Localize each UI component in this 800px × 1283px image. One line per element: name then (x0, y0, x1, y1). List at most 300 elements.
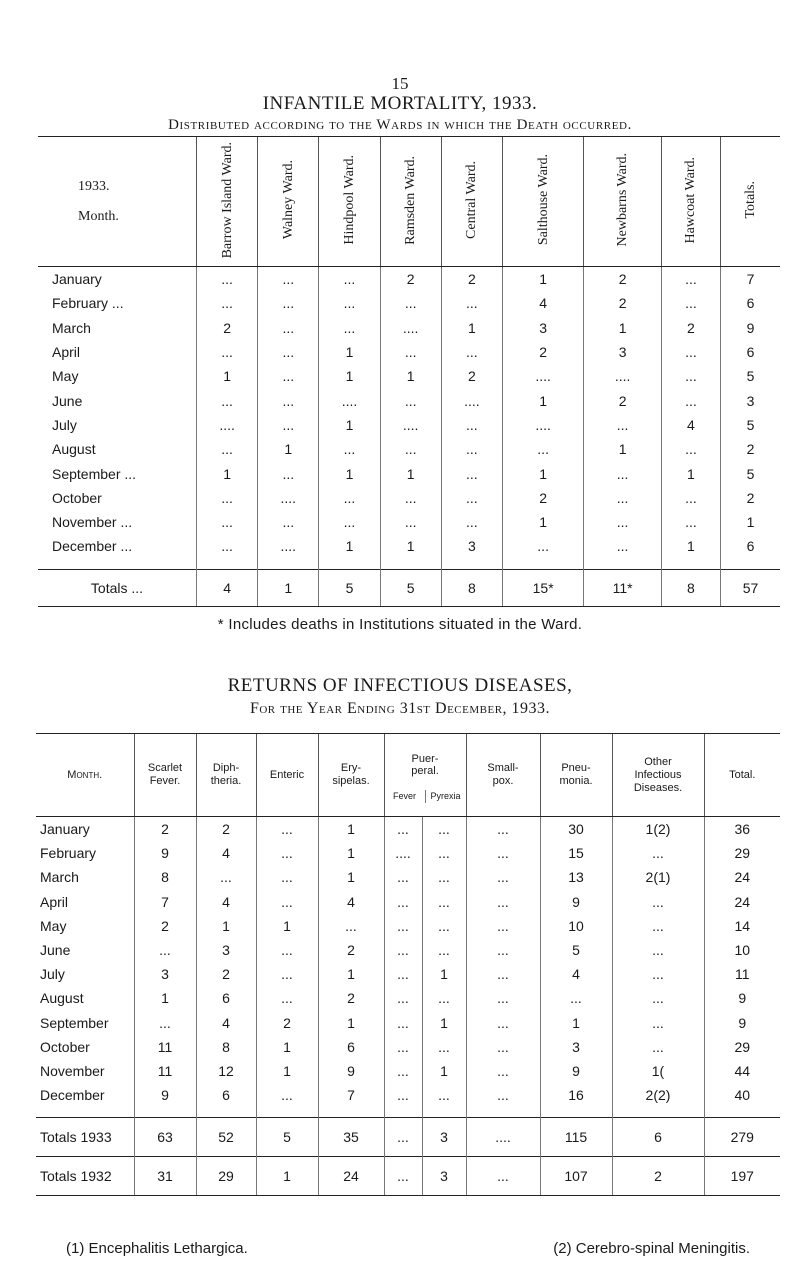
ward-header: Barrow Island Ward. (197, 137, 258, 267)
cell-value: 57 (720, 569, 780, 606)
row-label: March (52, 319, 91, 336)
cell-value: ... (256, 986, 318, 1010)
cell-value: ... (384, 1035, 422, 1059)
cell-value: 3 (540, 1035, 612, 1059)
cell-value: ... (384, 938, 422, 962)
cell-value: ... (661, 267, 720, 292)
cell-value: ... (612, 914, 704, 938)
cell-value: ... (441, 413, 502, 437)
ward-header: Hindpool Ward. (319, 137, 380, 267)
cell-value: 2(1) (612, 865, 704, 889)
cell-value: ... (661, 486, 720, 510)
row-label: February (40, 845, 97, 862)
diphtheria-header: Diph- theria. (196, 734, 256, 817)
cell-value: ... (258, 316, 319, 340)
cell-value: ... (441, 461, 502, 485)
cell-value: 2 (720, 437, 780, 461)
cell-value: 1 (196, 914, 256, 938)
cell-value: 1 (319, 461, 380, 485)
cell-value: ... (422, 986, 466, 1010)
cell-value: .... (441, 388, 502, 412)
row-label: August (40, 990, 84, 1007)
row-label: October (40, 1038, 90, 1055)
smallpox-header: Small- pox. (466, 734, 540, 817)
cell-value: ... (441, 510, 502, 534)
row-label: July (52, 416, 77, 433)
row-label: June (40, 942, 71, 959)
table-row (38, 461, 780, 485)
cell-value: ... (540, 986, 612, 1010)
cell-value: 11 (134, 1059, 196, 1083)
spacer-row (36, 1107, 780, 1118)
cell-value: ... (197, 388, 258, 412)
cell-value: ... (256, 890, 318, 914)
cell-value: ... (441, 340, 502, 364)
table-row (36, 1059, 780, 1083)
row-label: October (52, 489, 102, 506)
cell-value: 2 (584, 388, 662, 412)
table-row (38, 437, 780, 461)
cell-value: 1 (197, 461, 258, 485)
cell-value: 10 (704, 938, 780, 962)
cell-value: ... (256, 962, 318, 986)
cell-value: ... (422, 938, 466, 962)
cell-value: ... (258, 340, 319, 364)
cell-value: .... (502, 364, 583, 388)
cell-value: 6 (720, 340, 780, 364)
infantile-mortality-title: INFANTILE MORTALITY, 1933. (262, 93, 538, 114)
cell-value: .... (584, 364, 662, 388)
table-header-row (38, 137, 780, 267)
cell-value: .... (197, 413, 258, 437)
cell-value: 15* (502, 569, 583, 606)
cell-value: ... (584, 413, 662, 437)
cell-value: 1 (256, 914, 318, 938)
cell-value: 35 (318, 1118, 384, 1157)
cell-value: 1 (422, 962, 466, 986)
cell-value: ... (384, 986, 422, 1010)
row-label: July (40, 966, 65, 983)
other-infectious-header: Other Infectious Diseases. (612, 734, 704, 817)
cell-value: ... (197, 340, 258, 364)
table-row (36, 1083, 780, 1107)
cell-value: .... (502, 413, 583, 437)
table-row (36, 914, 780, 938)
cell-value: 7 (720, 267, 780, 292)
infantile-mortality-subtitle: Distributed according to the Wards in which the Death occurred. (168, 117, 632, 133)
cell-value: 3 (422, 1157, 466, 1196)
row-label: May (40, 917, 67, 934)
cell-value: 5 (720, 461, 780, 485)
cell-value: 10 (540, 914, 612, 938)
month-column-header (38, 137, 197, 267)
infectious-diseases-table (36, 733, 780, 1196)
cell-value: ... (384, 1059, 422, 1083)
cell-value: ... (256, 817, 318, 842)
row-label: April (52, 344, 81, 361)
cell-value: ... (384, 1011, 422, 1035)
cell-value: ... (612, 841, 704, 865)
cell-value: 9 (540, 1059, 612, 1083)
cell-value: ... (258, 461, 319, 485)
cell-value: 11* (584, 569, 662, 606)
table-header-row (36, 734, 780, 817)
cell-value: ... (466, 1059, 540, 1083)
cell-value: 2 (256, 1011, 318, 1035)
cell-value: 2 (661, 316, 720, 340)
cell-value: 5 (319, 569, 380, 606)
cell-value: 5 (256, 1118, 318, 1157)
erysipelas-header: Ery- sipelas. (318, 734, 384, 817)
cell-value: 24 (704, 890, 780, 914)
cell-value: 6 (196, 1083, 256, 1107)
cell-value: .... (258, 486, 319, 510)
cell-value: ... (134, 1011, 196, 1035)
cell-value: ... (384, 890, 422, 914)
table-row (38, 291, 780, 315)
cell-value: ... (466, 1011, 540, 1035)
cell-value: 2 (441, 267, 502, 292)
cell-value: 1 (256, 1035, 318, 1059)
cell-value: 2 (584, 291, 662, 315)
cell-value: 31 (134, 1157, 196, 1196)
cell-value: 1 (584, 316, 662, 340)
cell-value: ... (661, 340, 720, 364)
ward-header: Newbarns Ward. (584, 137, 662, 267)
table-row (36, 1035, 780, 1059)
cell-value: ... (318, 914, 384, 938)
row-label: January (52, 271, 102, 288)
cell-value: 4 (318, 890, 384, 914)
row-label: Totals ... (38, 569, 197, 606)
cell-value: 11 (704, 962, 780, 986)
cell-value: ... (466, 1035, 540, 1059)
row-label: December ... (52, 538, 133, 555)
cell-value: 1 (720, 510, 780, 534)
row-label: May (52, 368, 79, 385)
infectious-diseases-footnotes (36, 1240, 780, 1257)
cell-value: ... (134, 938, 196, 962)
cell-value: 13 (540, 865, 612, 889)
cell-value: ... (422, 890, 466, 914)
cell-value: ... (380, 291, 441, 315)
cell-value: ... (466, 890, 540, 914)
cell-value: 1 (502, 461, 583, 485)
table-row (38, 534, 780, 558)
cell-value: ... (422, 1083, 466, 1107)
cell-value: ... (197, 510, 258, 534)
cell-value: ... (384, 1083, 422, 1107)
footnote-encephalitis: (1) Encephalitis Lethargica. (66, 1240, 248, 1257)
cell-value: 3 (720, 388, 780, 412)
cell-value: ... (422, 817, 466, 842)
cell-value: ... (384, 1118, 422, 1157)
cell-value: ... (422, 865, 466, 889)
puerperal-pyrexia-subheader: Pyrexia (425, 790, 466, 803)
cell-value: 3 (584, 340, 662, 364)
cell-value: ... (256, 938, 318, 962)
puerperal-fever-subheader: Fever (392, 791, 416, 801)
cell-value: 4 (196, 1011, 256, 1035)
table-row (38, 413, 780, 437)
cell-value: .... (380, 413, 441, 437)
cell-value: 4 (197, 569, 258, 606)
cell-value: 1 (318, 1011, 384, 1035)
cell-value: 2 (502, 340, 583, 364)
row-label: April (40, 893, 69, 910)
cell-value: ... (384, 817, 422, 842)
cell-value: 36 (704, 817, 780, 842)
cell-value: 9 (720, 316, 780, 340)
table-row (38, 316, 780, 340)
cell-value: ... (466, 1083, 540, 1107)
table-row (36, 962, 780, 986)
cell-value: ... (256, 841, 318, 865)
cell-value: 2 (612, 1157, 704, 1196)
enteric-header: Enteric (256, 734, 318, 817)
year-header: 1933. (78, 178, 110, 194)
cell-value: 2 (134, 914, 196, 938)
cell-value: 1 (380, 461, 441, 485)
cell-value: ... (258, 510, 319, 534)
cell-value: 1 (319, 413, 380, 437)
cell-value: ... (502, 437, 583, 461)
cell-value: 1 (380, 364, 441, 388)
cell-value: 1 (318, 841, 384, 865)
cell-value: 12 (196, 1059, 256, 1083)
cell-value: 1 (502, 267, 583, 292)
cell-value: ... (661, 437, 720, 461)
row-label: February ... (52, 295, 124, 312)
cell-value: 2 (196, 817, 256, 842)
cell-value: 1 (584, 437, 662, 461)
cell-value: 1 (661, 461, 720, 485)
cell-value: 1 (319, 364, 380, 388)
row-label: Totals 1932 (36, 1157, 134, 1196)
cell-value: 1 (134, 986, 196, 1010)
cell-value: ... (384, 1157, 422, 1196)
row-label: June (52, 392, 83, 409)
cell-value: 1 (441, 316, 502, 340)
table-row (38, 510, 780, 534)
cell-value: ... (319, 267, 380, 292)
ward-header: Ramsden Ward. (380, 137, 441, 267)
cell-value: 3 (196, 938, 256, 962)
cell-value: 2 (196, 962, 256, 986)
table-row (36, 986, 780, 1010)
table-row (36, 890, 780, 914)
cell-value: .... (258, 534, 319, 558)
ward-header: Salthouse Ward. (502, 137, 583, 267)
cell-value: ... (258, 388, 319, 412)
cell-value: 115 (540, 1118, 612, 1157)
cell-value: ... (197, 437, 258, 461)
cell-value: ... (422, 1035, 466, 1059)
cell-value: ... (197, 486, 258, 510)
cell-value: 1 (318, 817, 384, 842)
ward-header: Walney Ward. (258, 137, 319, 267)
cell-value: ... (258, 267, 319, 292)
cell-value: 2 (318, 986, 384, 1010)
cell-value: 107 (540, 1157, 612, 1196)
cell-value: 1 (258, 569, 319, 606)
cell-value: 3 (422, 1118, 466, 1157)
table-row (38, 388, 780, 412)
cell-value: 8 (441, 569, 502, 606)
cell-value: ... (612, 1035, 704, 1059)
cell-value: ... (584, 510, 662, 534)
cell-value: 4 (502, 291, 583, 315)
cell-value: ... (380, 388, 441, 412)
cell-value: 52 (196, 1118, 256, 1157)
cell-value: 24 (704, 865, 780, 889)
cell-value: ... (466, 865, 540, 889)
cell-value: 1 (502, 388, 583, 412)
cell-value: ... (319, 291, 380, 315)
cell-value: ... (380, 486, 441, 510)
cell-value: 29 (704, 841, 780, 865)
cell-value: ... (441, 291, 502, 315)
cell-value: 1(2) (612, 817, 704, 842)
cell-value: 63 (134, 1118, 196, 1157)
cell-value: 9 (134, 1083, 196, 1107)
table-row (36, 817, 780, 842)
cell-value: ... (319, 510, 380, 534)
cell-value: .... (466, 1118, 540, 1157)
cell-value: 6 (196, 986, 256, 1010)
cell-value: 24 (318, 1157, 384, 1196)
row-label: August (52, 441, 96, 458)
cell-value: ... (256, 1083, 318, 1107)
cell-value: 8 (134, 865, 196, 889)
cell-value: 5 (380, 569, 441, 606)
cell-value: 16 (540, 1083, 612, 1107)
month-column-header: Month. (36, 734, 134, 817)
total-header: Total. (704, 734, 780, 817)
cell-value: .... (319, 388, 380, 412)
table-row (38, 340, 780, 364)
cell-value: 279 (704, 1118, 780, 1157)
cell-value: 2 (134, 817, 196, 842)
cell-value: ... (584, 461, 662, 485)
cell-value: 5 (720, 413, 780, 437)
cell-value: 6 (612, 1118, 704, 1157)
cell-value: ... (612, 986, 704, 1010)
table-row (36, 1011, 780, 1035)
cell-value: 9 (318, 1059, 384, 1083)
row-label: September ... (52, 465, 137, 482)
cell-value: 4 (540, 962, 612, 986)
cell-value: ... (584, 534, 662, 558)
row-label: Totals 1933 (36, 1118, 134, 1157)
cell-value: 1 (540, 1011, 612, 1035)
cell-value: ... (466, 986, 540, 1010)
cell-value: 2 (584, 267, 662, 292)
cell-value: 2(2) (612, 1083, 704, 1107)
cell-value: 6 (720, 291, 780, 315)
cell-value: 3 (441, 534, 502, 558)
cell-value: 7 (318, 1083, 384, 1107)
cell-value: ... (466, 914, 540, 938)
cell-value: ... (197, 291, 258, 315)
table-row (38, 267, 780, 292)
cell-value: 2 (318, 938, 384, 962)
totals-1932-row (36, 1157, 780, 1196)
cell-value: 4 (196, 890, 256, 914)
puerperal-header: Puer- peral. Fever Pyrexia (384, 734, 466, 817)
cell-value: 1( (612, 1059, 704, 1083)
cell-value: 3 (502, 316, 583, 340)
cell-value: 1 (318, 865, 384, 889)
cell-value: ... (258, 364, 319, 388)
cell-value: ... (661, 388, 720, 412)
infectious-diseases-subtitle: For the Year Ending 31st December, 1933. (249, 700, 551, 717)
infantile-mortality-footnote: * Includes deaths in Institutions situated in the Ward. (217, 616, 583, 633)
cell-value: 1 (380, 534, 441, 558)
spacer-row (38, 559, 780, 570)
cell-value: 15 (540, 841, 612, 865)
cell-value: ... (441, 437, 502, 461)
cell-value: 3 (134, 962, 196, 986)
ward-header: Hawcoat Ward. (661, 137, 720, 267)
cell-value: 2 (502, 486, 583, 510)
cell-value: ... (661, 510, 720, 534)
cell-value: 5 (720, 364, 780, 388)
cell-value: 6 (318, 1035, 384, 1059)
cell-value: 8 (196, 1035, 256, 1059)
cell-value: 9 (704, 1011, 780, 1035)
cell-value: ... (441, 486, 502, 510)
cell-value: ... (384, 914, 422, 938)
cell-value: 1 (319, 340, 380, 364)
ward-header: Central Ward. (441, 137, 502, 267)
cell-value: 1 (256, 1157, 318, 1196)
cell-value: 5 (540, 938, 612, 962)
cell-value: 4 (196, 841, 256, 865)
table-row (38, 486, 780, 510)
cell-value: ... (319, 316, 380, 340)
cell-value: ... (258, 413, 319, 437)
cell-value: ... (380, 340, 441, 364)
cell-value: 197 (704, 1157, 780, 1196)
cell-value: .... (384, 841, 422, 865)
cell-value: ... (466, 841, 540, 865)
cell-value: 1 (256, 1059, 318, 1083)
cell-value: ... (256, 865, 318, 889)
cell-value: ... (661, 364, 720, 388)
cell-value: ... (422, 914, 466, 938)
row-label: November (40, 1062, 105, 1079)
cell-value: 1 (661, 534, 720, 558)
totals-header: Totals. (720, 137, 780, 267)
footnote-meningitis: (2) Cerebro-spinal Meningitis. (553, 1240, 750, 1257)
cell-value: 2 (441, 364, 502, 388)
cell-value: 29 (704, 1035, 780, 1059)
cell-value: ... (319, 486, 380, 510)
cell-value: 30 (540, 817, 612, 842)
cell-value: ... (584, 486, 662, 510)
cell-value: ... (319, 437, 380, 461)
cell-value: 9 (704, 986, 780, 1010)
cell-value: 2 (197, 316, 258, 340)
row-label: December (40, 1087, 105, 1104)
cell-value: ... (661, 291, 720, 315)
totals-1933-row (36, 1118, 780, 1157)
cell-value: 1 (258, 437, 319, 461)
table-row (36, 865, 780, 889)
cell-value: 8 (661, 569, 720, 606)
cell-value: ... (612, 1011, 704, 1035)
